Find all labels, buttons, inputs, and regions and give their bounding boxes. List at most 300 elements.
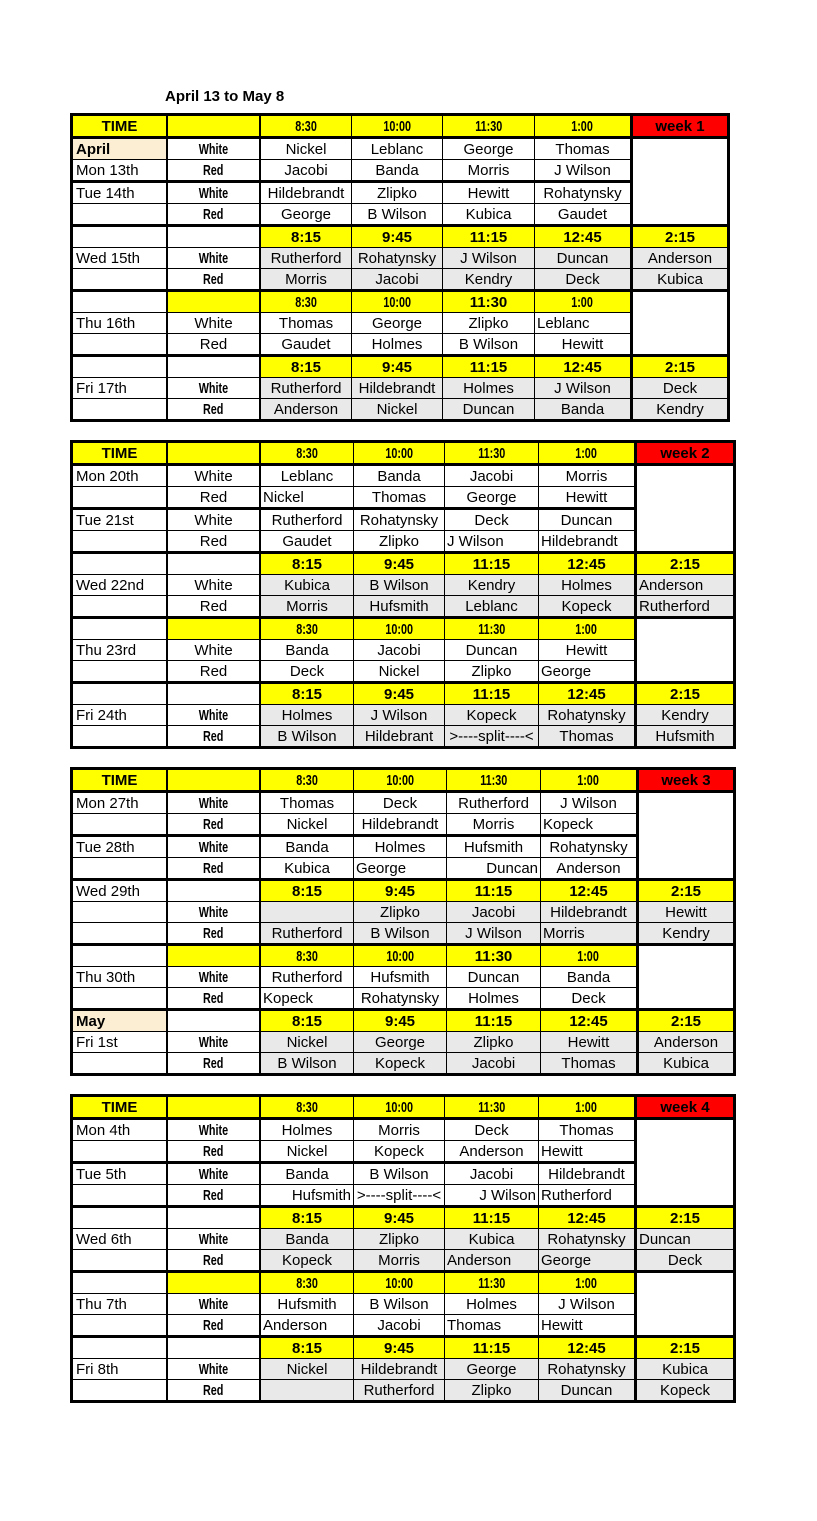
- player-cell: [260, 1294, 354, 1315]
- player-cell: [638, 1032, 735, 1053]
- cell-text: White: [194, 467, 233, 485]
- team-label-cell: [167, 814, 260, 836]
- cell-text: Mon 20th: [76, 467, 139, 485]
- cell-text: Rohatynsky: [357, 249, 437, 267]
- cell-text: 11:15: [472, 555, 511, 573]
- time-slot-cell: [354, 683, 445, 705]
- cell-text: White: [198, 706, 229, 724]
- cell-text: Holmes: [463, 379, 514, 397]
- player-cell: [539, 1315, 636, 1337]
- cell-text: Red: [203, 270, 224, 288]
- player-cell: [535, 204, 632, 226]
- cell-text: Red: [203, 1054, 224, 1072]
- cell-text: 10:00: [383, 117, 411, 135]
- player-cell: [354, 814, 447, 836]
- cell-text: 1:00: [575, 1274, 598, 1292]
- cell-text: 9:45: [384, 1012, 416, 1030]
- cell-text: Hufsmith: [370, 968, 430, 986]
- cell-text: 2:15: [669, 685, 701, 703]
- team-label-cell: [167, 792, 260, 814]
- time-slot-cell: [638, 880, 735, 902]
- cell-text: Tue 28th: [76, 838, 135, 856]
- cell-text: week 4: [660, 1098, 710, 1116]
- time-header-cell: [72, 442, 168, 465]
- empty-cell: [636, 618, 735, 683]
- cell-text: White: [198, 184, 229, 202]
- player-cell: [352, 160, 443, 182]
- time-slot-cell: [447, 945, 541, 967]
- cell-text: J Wilson: [479, 1186, 536, 1204]
- cell-text: Kopeck: [281, 1251, 333, 1269]
- player-cell: [354, 1315, 445, 1337]
- player-cell: [539, 575, 636, 596]
- cell-text: 10:00: [383, 293, 411, 311]
- empty-cell: [636, 1119, 735, 1207]
- time-slot-cell: [636, 1207, 735, 1229]
- empty-cell: [167, 1010, 260, 1032]
- player-cell: [260, 487, 354, 509]
- player-cell: [260, 313, 352, 334]
- cell-text: Rutherford: [458, 794, 529, 812]
- player-cell: [535, 160, 632, 182]
- player-cell: [354, 1119, 445, 1141]
- empty-cell: [72, 356, 168, 378]
- cell-text: Holmes: [374, 838, 426, 856]
- empty-cell: [72, 269, 168, 291]
- cell-text: Red: [203, 1251, 224, 1269]
- cell-text: Zlipko: [378, 532, 419, 550]
- player-cell: [447, 1053, 541, 1075]
- empty-cell: [638, 945, 735, 1010]
- cell-text: Zlipko: [376, 184, 417, 202]
- cell-text: 11:30: [469, 293, 508, 311]
- empty-cell: [167, 1207, 260, 1229]
- time-slot-cell: [354, 1010, 447, 1032]
- player-cell: [539, 1119, 636, 1141]
- cell-text: Red: [203, 815, 224, 833]
- time-slot-cell: [539, 553, 636, 575]
- cell-text: Nickel: [286, 1360, 328, 1378]
- cell-text: George: [280, 205, 332, 223]
- empty-cell: [72, 814, 168, 836]
- cell-text: Nickel: [286, 1033, 328, 1051]
- cell-text: 11:15: [472, 1209, 511, 1227]
- player-cell: [535, 378, 632, 399]
- player-cell: [539, 1359, 636, 1380]
- week-label-cell: [638, 769, 735, 792]
- cell-text: Hewitt: [467, 184, 510, 202]
- player-cell: [352, 182, 443, 204]
- cell-text: Deck: [382, 794, 418, 812]
- cell-text: Rohatynsky: [547, 1230, 626, 1248]
- player-cell: [445, 596, 539, 618]
- cell-text: Leblanc: [537, 314, 590, 332]
- cell-text: J Wilson: [554, 379, 611, 397]
- time-slot-cell: [445, 1272, 539, 1294]
- player-cell: [447, 858, 541, 880]
- cell-text: 8:15: [291, 685, 323, 703]
- cell-text: Rutherford: [270, 249, 342, 267]
- team-label-cell: [167, 204, 260, 226]
- player-cell: [260, 160, 352, 182]
- cell-text: B Wilson: [369, 1295, 429, 1313]
- team-label-cell: [167, 836, 260, 858]
- cell-text: 8:30: [295, 117, 317, 135]
- empty-cell: [167, 553, 260, 575]
- player-cell: [541, 967, 638, 988]
- cell-text: Leblanc: [370, 140, 424, 158]
- player-cell: [443, 334, 535, 356]
- empty-cell: [72, 204, 168, 226]
- time-slot-cell: [260, 1272, 354, 1294]
- time-slot-cell: [636, 553, 735, 575]
- cell-text: George: [541, 1251, 592, 1269]
- player-cell: [443, 248, 535, 269]
- cell-text: Jacobi: [284, 161, 328, 179]
- cell-text: 12:45: [569, 1012, 608, 1030]
- cell-text: Thomas: [559, 727, 614, 745]
- cell-text: Mon 4th: [76, 1121, 131, 1139]
- player-cell: [539, 1229, 636, 1250]
- empty-cell: [72, 1185, 168, 1207]
- cell-text: Red: [203, 1316, 224, 1334]
- empty-cell: [167, 618, 260, 640]
- cell-text: Hewitt: [541, 1316, 583, 1334]
- player-cell: [354, 575, 445, 596]
- cell-text: 8:30: [296, 1274, 318, 1292]
- player-cell: [636, 705, 735, 726]
- team-label-cell: [167, 248, 260, 269]
- player-cell: [354, 531, 445, 553]
- team-label-cell: [167, 531, 260, 553]
- cell-text: 9:45: [383, 1339, 415, 1357]
- cell-text: 2:15: [664, 228, 696, 246]
- player-cell: [539, 726, 636, 748]
- empty-cell: [72, 683, 168, 705]
- player-cell: [260, 1315, 354, 1337]
- cell-text: White: [198, 968, 229, 986]
- team-label-cell: [167, 661, 260, 683]
- time-slot-cell: [260, 291, 352, 313]
- cell-text: Mon 27th: [76, 794, 139, 812]
- player-cell: [354, 923, 447, 945]
- cell-text: TIME: [101, 444, 138, 462]
- team-label-cell: [167, 1185, 260, 1207]
- player-cell: [354, 705, 445, 726]
- empty-cell: [72, 1141, 168, 1163]
- cell-text: week 1: [655, 117, 705, 135]
- cell-text: Jacobi: [377, 641, 421, 659]
- cell-text: 10:00: [386, 771, 414, 789]
- player-cell: [260, 378, 352, 399]
- player-cell: [541, 792, 638, 814]
- cell-text: Zlipko: [471, 662, 512, 680]
- cell-text: Anderson: [263, 1316, 328, 1334]
- player-cell: [354, 1141, 445, 1163]
- day-label-cell: [72, 792, 168, 814]
- player-cell: [260, 1119, 354, 1141]
- player-cell: [632, 248, 729, 269]
- player-cell: [636, 596, 735, 618]
- empty-cell: [72, 531, 168, 553]
- day-label-cell: [72, 1163, 168, 1185]
- cell-text: 8:30: [295, 293, 317, 311]
- team-label-cell: [167, 1315, 260, 1337]
- empty-cell: [72, 226, 168, 248]
- cell-text: 9:45: [383, 555, 415, 573]
- cell-text: April: [76, 140, 111, 158]
- cell-text: 1:00: [575, 1098, 598, 1116]
- empty-cell: [72, 988, 168, 1010]
- cell-text: Anderson: [447, 1251, 512, 1269]
- schedule-sheet: [70, 88, 736, 1421]
- cell-text: George: [466, 1360, 517, 1378]
- cell-text: J Wilson: [554, 161, 611, 179]
- cell-text: Rutherford: [639, 597, 710, 615]
- cell-text: Red: [203, 400, 224, 418]
- time-slot-cell: [539, 618, 636, 640]
- team-label-cell: [167, 334, 260, 356]
- cell-text: Kubica: [468, 1230, 515, 1248]
- cell-text: Nickel: [286, 815, 328, 833]
- cell-text: J Wilson: [370, 706, 428, 724]
- time-slot-cell: [260, 880, 354, 902]
- cell-text: 8:15: [291, 1012, 323, 1030]
- cell-text: J Wilson: [558, 1295, 615, 1313]
- cell-text: Nickel: [376, 400, 418, 418]
- time-slot-cell: [260, 1207, 354, 1229]
- time-slot-cell: [354, 553, 445, 575]
- empty-cell: [72, 1207, 168, 1229]
- time-slot-cell: [443, 291, 535, 313]
- cell-text: 11:30: [477, 620, 506, 638]
- time-slot-cell: [535, 291, 632, 313]
- player-cell: [443, 378, 535, 399]
- day-label-cell: [72, 640, 168, 661]
- cell-text: White: [194, 641, 233, 659]
- player-cell: [354, 1229, 445, 1250]
- team-label-cell: [167, 858, 260, 880]
- player-cell: [260, 334, 352, 356]
- empty-cell: [167, 880, 260, 902]
- cell-text: 8:30: [296, 1098, 318, 1116]
- time-slot-cell: [541, 880, 638, 902]
- player-cell: [539, 487, 636, 509]
- cell-text: Holmes: [281, 1121, 333, 1139]
- cell-text: 10:00: [385, 444, 413, 462]
- cell-text: Deck: [571, 989, 606, 1007]
- player-cell: [447, 923, 541, 945]
- time-slot-cell: [636, 683, 735, 705]
- cell-text: Anderson: [556, 859, 621, 877]
- cell-text: 10:00: [385, 620, 413, 638]
- empty-cell: [167, 1337, 260, 1359]
- cell-text: White: [198, 1295, 229, 1313]
- cell-text: week 3: [661, 771, 711, 789]
- cell-text: Rutherford: [363, 1381, 435, 1399]
- player-cell: [354, 1163, 445, 1185]
- cell-text: 10:00: [385, 1098, 413, 1116]
- player-cell: [541, 988, 638, 1010]
- cell-text: Zlipko: [379, 903, 420, 921]
- cell-text: Nickel: [263, 488, 304, 506]
- cell-text: Kopeck: [263, 989, 314, 1007]
- time-slot-cell: [445, 442, 539, 465]
- time-slot-cell: [354, 618, 445, 640]
- cell-text: Tue 14th: [76, 184, 135, 202]
- cell-text: Red: [203, 1142, 224, 1160]
- empty-cell: [72, 1315, 168, 1337]
- cell-text: 1:00: [575, 620, 598, 638]
- player-cell: [354, 858, 447, 880]
- time-slot-cell: [354, 880, 447, 902]
- player-cell: [354, 792, 447, 814]
- cell-text: 2:15: [669, 1209, 701, 1227]
- cell-text: 8:15: [291, 1339, 323, 1357]
- cell-text: 9:45: [384, 882, 416, 900]
- cell-text: White: [198, 379, 229, 397]
- player-cell: [445, 465, 539, 487]
- cell-text: White: [198, 1165, 229, 1183]
- day-label-cell: [72, 160, 168, 182]
- cell-text: 8:15: [291, 882, 323, 900]
- player-cell: [539, 705, 636, 726]
- player-cell: [260, 204, 352, 226]
- cell-text: B Wilson: [369, 576, 429, 594]
- cell-text: White: [198, 1230, 229, 1248]
- schedule-week-1: [70, 113, 730, 422]
- team-label-cell: [167, 902, 260, 923]
- cell-text: Rohatynsky: [549, 838, 628, 856]
- cell-text: Thomas: [278, 314, 334, 332]
- schedule-tables: [70, 113, 736, 1403]
- player-cell: [445, 487, 539, 509]
- empty-cell: [72, 902, 168, 923]
- cell-text: White: [194, 576, 233, 594]
- cell-text: Red: [203, 161, 224, 179]
- cell-text: B Wilson: [370, 924, 430, 942]
- cell-text: Kendry: [656, 400, 704, 418]
- cell-text: Rohatynsky: [547, 706, 626, 724]
- player-cell: [539, 1185, 636, 1207]
- day-label-cell: [72, 575, 168, 596]
- player-cell: [354, 836, 447, 858]
- cell-text: Kubica: [284, 576, 330, 594]
- cell-text: Gaudet: [557, 205, 608, 223]
- cell-text: B Wilson: [367, 205, 427, 223]
- cell-text: Gaudet: [282, 532, 332, 550]
- cell-text: Thomas: [561, 1054, 616, 1072]
- team-label-cell: [167, 726, 260, 748]
- cell-text: Kubica: [663, 1054, 709, 1072]
- cell-text: Red: [199, 532, 228, 550]
- cell-text: Holmes: [468, 989, 519, 1007]
- cell-text: Red: [203, 1186, 224, 1204]
- cell-text: Kopeck: [659, 1381, 711, 1399]
- time-slot-cell: [260, 1096, 354, 1119]
- player-cell: [260, 1229, 354, 1250]
- time-header-cell: [72, 115, 168, 138]
- time-slot-cell: [352, 356, 443, 378]
- cell-text: week 2: [660, 444, 710, 462]
- cell-text: Holmes: [281, 706, 333, 724]
- cell-text: Red: [203, 205, 224, 223]
- cell-text: Hufsmith: [277, 1295, 337, 1313]
- player-cell: [352, 269, 443, 291]
- player-cell: [260, 509, 354, 531]
- player-cell: [260, 182, 352, 204]
- cell-text: Red: [203, 859, 224, 877]
- time-slot-cell: [447, 769, 541, 792]
- player-cell: [352, 248, 443, 269]
- player-cell: [447, 988, 541, 1010]
- time-slot-cell: [445, 1096, 539, 1119]
- cell-text: 11:15: [472, 1339, 511, 1357]
- time-slot-cell: [260, 769, 354, 792]
- player-cell: [354, 1359, 445, 1380]
- player-cell: [354, 509, 445, 531]
- cell-text: 9:45: [381, 228, 413, 246]
- cell-text: 11:30: [474, 947, 513, 965]
- player-cell: [443, 313, 535, 334]
- cell-text: Morris: [543, 924, 585, 942]
- player-cell: [447, 967, 541, 988]
- cell-text: 12:45: [567, 685, 606, 703]
- time-slot-cell: [539, 1272, 636, 1294]
- cell-text: 2:15: [670, 882, 702, 900]
- cell-text: Hildebrandt: [541, 532, 618, 550]
- time-slot-cell: [447, 1010, 541, 1032]
- player-cell: [260, 988, 354, 1010]
- player-cell: [638, 1053, 735, 1075]
- cell-text: Tue 5th: [76, 1165, 127, 1183]
- time-slot-cell: [535, 115, 632, 138]
- player-cell: [352, 204, 443, 226]
- cell-text: 11:30: [477, 1274, 506, 1292]
- cell-text: B Wilson: [277, 727, 337, 745]
- cell-text: Gaudet: [281, 335, 331, 353]
- player-cell: [260, 923, 354, 945]
- player-cell: [636, 575, 735, 596]
- time-slot-cell: [260, 442, 354, 465]
- player-cell: [539, 509, 636, 531]
- cell-text: Hildebrandt: [358, 379, 436, 397]
- player-cell: [260, 465, 354, 487]
- cell-text: Thu 30th: [76, 968, 136, 986]
- player-cell: [354, 1380, 445, 1402]
- cell-text: Red: [199, 597, 228, 615]
- player-cell: [260, 814, 354, 836]
- empty-cell: [167, 115, 260, 138]
- cell-text: Wed 22nd: [76, 576, 145, 594]
- time-slot-cell: [632, 356, 729, 378]
- player-cell: [541, 923, 638, 945]
- empty-cell: [167, 1272, 260, 1294]
- cell-text: B Wilson: [369, 1165, 429, 1183]
- cell-text: Morris: [378, 1121, 420, 1139]
- cell-text: Duncan: [639, 1230, 691, 1248]
- cell-text: Kopeck: [373, 1142, 425, 1160]
- time-header-cell: [72, 1096, 168, 1119]
- cell-text: Morris: [565, 467, 608, 485]
- cell-text: J Wilson: [447, 532, 504, 550]
- empty-cell: [167, 945, 260, 967]
- player-cell: [260, 836, 354, 858]
- player-cell: [260, 531, 354, 553]
- cell-text: Banda: [377, 467, 421, 485]
- cell-text: J Wilson: [560, 794, 617, 812]
- day-label-cell: [72, 1359, 168, 1380]
